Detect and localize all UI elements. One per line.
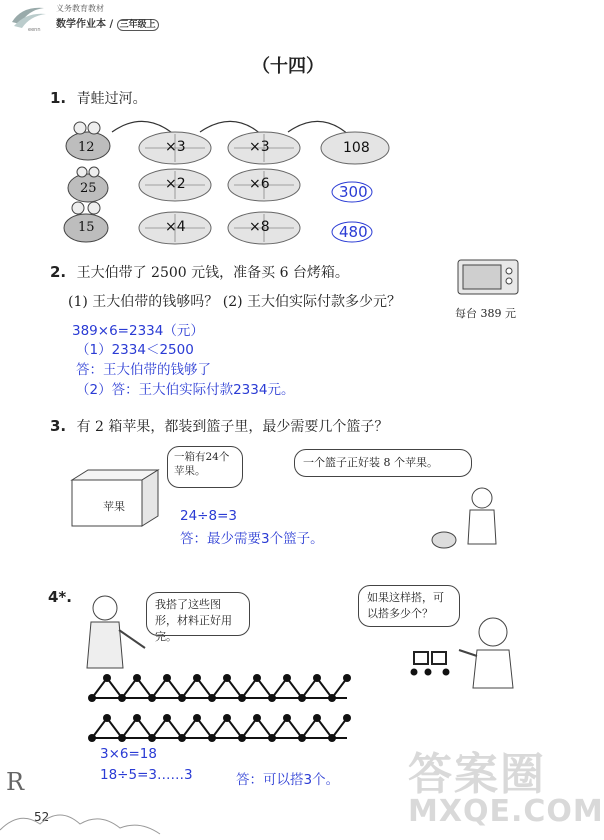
speech-bubble-basket: 一个篮子正好装 8 个苹果。 xyxy=(294,449,472,477)
boy-pointing-icon xyxy=(455,610,525,690)
frog-number-2: 25 xyxy=(80,181,97,196)
leaf-row3-a: ×4 xyxy=(165,219,186,235)
q4-answer-1: 3×6=18 xyxy=(100,746,157,762)
section-title: （十四） xyxy=(252,56,324,77)
oven-icon xyxy=(457,259,519,297)
frog-number-1: 12 xyxy=(78,140,95,155)
header-book-title: 数学作业本 xyxy=(56,19,106,30)
q1-text: 青蛙过河。 xyxy=(76,91,147,107)
leaf-row2-a: ×2 xyxy=(165,176,186,192)
svg-text:eenn: eenn xyxy=(28,27,41,33)
q2-answer-3: 答：王大伯带的钱够了 xyxy=(76,362,211,378)
q3-prompt xyxy=(50,416,388,436)
header-slash: / xyxy=(109,19,114,30)
page-number: 52 xyxy=(34,810,50,824)
q2-answer-1: 389×6=2334（元） xyxy=(72,323,204,339)
q2-number: 2. xyxy=(50,263,67,281)
q2-prompt xyxy=(50,262,349,282)
speech-bubble-boy: 如果这样搭，可以搭多少个？ xyxy=(358,585,460,627)
leaf-row1-b: ×3 xyxy=(249,139,270,155)
q1-prompt xyxy=(50,88,147,108)
q3-answer-1: 24÷8=3 xyxy=(180,508,237,524)
speech-bubble-girl: 我搭了这些图形，材料正好用完。 xyxy=(146,592,250,636)
leaf-row2-answer: 300 xyxy=(339,183,368,201)
speech-bubble-box: 一箱有24个苹果。 xyxy=(167,446,243,488)
q2-text: 王大伯带了 2500 元钱，准备买 6 台烤箱。 xyxy=(76,265,349,281)
q3-text: 有 2 箱苹果，都装到篮子里，最少需要几个篮子？ xyxy=(76,419,389,435)
swoosh-logo-icon xyxy=(8,2,50,32)
apple-box-label: 苹果 xyxy=(103,500,125,513)
corner-r-mark: R xyxy=(6,768,25,796)
q1-number: 1. xyxy=(50,89,67,107)
header-grade: 三年级上 xyxy=(117,19,159,31)
leaf-row3-b: ×8 xyxy=(249,219,270,235)
q2-answer-2: （1）2334＜2500 xyxy=(76,342,194,358)
triangle-pattern xyxy=(82,668,362,748)
leaf-row3-answer: 480 xyxy=(339,223,368,241)
leaf-row1-c: 108 xyxy=(343,140,370,156)
shape-sample-icon xyxy=(410,648,450,678)
q2-subquestions: (1) 王大伯带的钱够吗？ (2) 王大伯实际付款多少元？ xyxy=(68,294,402,310)
watermark-main: 答案圈 xyxy=(408,749,546,800)
q2-answer-4: （2）答：王大伯实际付款2334元。 xyxy=(76,382,295,398)
q4-answer-2: 18÷5=3……3 xyxy=(100,767,193,783)
leaf-row2-b: ×6 xyxy=(249,176,270,192)
q3-number: 3. xyxy=(50,417,67,435)
q4-number: 4*. xyxy=(48,588,72,606)
header-series: 义务教育教材 xyxy=(56,4,104,13)
frog-number-3: 15 xyxy=(78,220,95,235)
boy-figure-icon xyxy=(430,484,510,564)
header-logo xyxy=(8,2,50,32)
header-book xyxy=(56,15,159,30)
girl-figure-icon xyxy=(75,590,150,670)
cloud-decoration xyxy=(0,790,160,840)
q4-answer-3: 答：可以搭3个。 xyxy=(236,772,340,788)
leaf-row1-a: ×3 xyxy=(165,139,186,155)
oven-price: 每台 389 元 xyxy=(455,307,516,320)
watermark-url: MXQE.COM xyxy=(408,794,604,829)
q3-answer-2: 答：最少需要3个篮子。 xyxy=(180,531,324,547)
